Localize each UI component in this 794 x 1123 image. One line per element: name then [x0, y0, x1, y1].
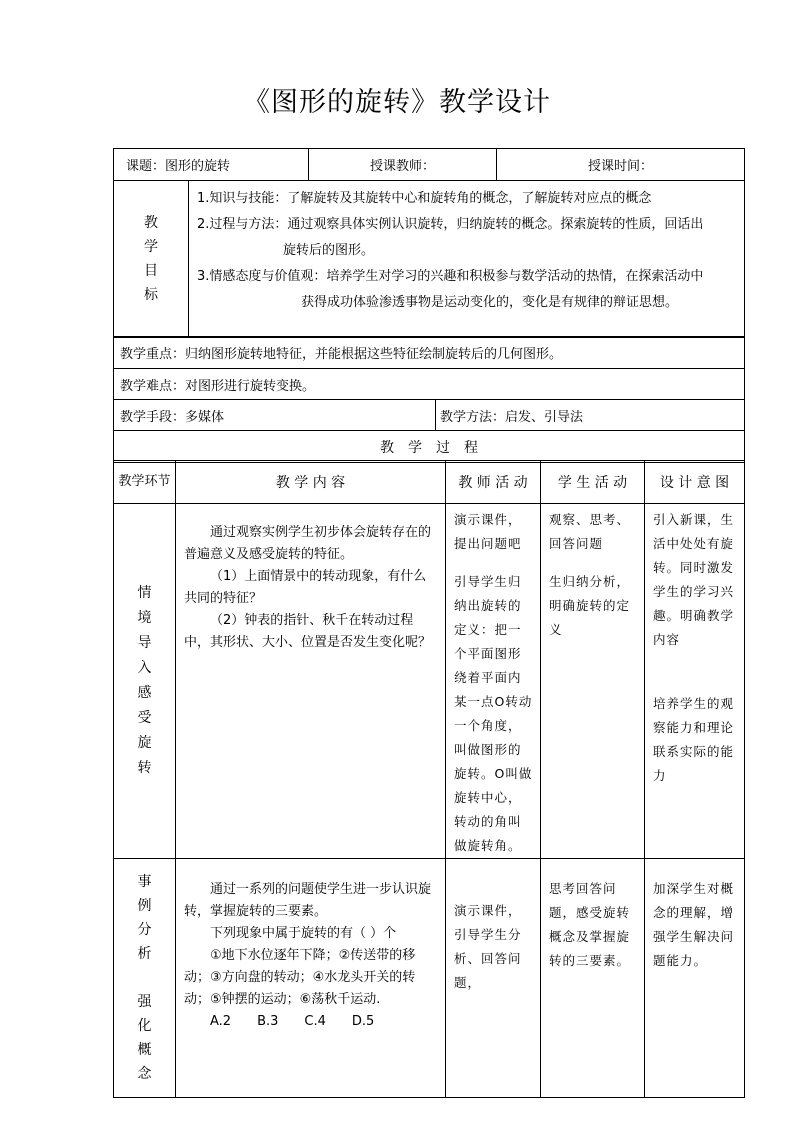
content-paragraph: 通过观察实例学生初步体会旋转存在的普遍意义及感受旋转的特征。: [184, 525, 432, 562]
difficulty-cell: [114, 369, 745, 400]
student-activity: 生归纳分析，明确旋转的定义: [549, 574, 631, 637]
header-table: [113, 148, 745, 181]
objectives-label-cell: [114, 181, 189, 338]
means-cell: [114, 400, 436, 431]
difficulty: 教学难点：对图形进行旋转变换。: [120, 378, 316, 394]
topic-cell: [114, 149, 309, 181]
intent-cell: [645, 859, 745, 1098]
stage-cell: [114, 859, 176, 1098]
teaching-method: 教学方法：启发、引导法: [440, 409, 584, 425]
teaching-means: 教学手段：多媒体: [120, 409, 225, 425]
objective-item: 3.情感态度与价值观：培养学生对学习的兴趣和积极参与数学活动的热情，在探索活动中: [197, 269, 704, 284]
answer-options: A.2 B.3 C.4 D.5: [210, 1014, 375, 1029]
content-cell: [176, 859, 446, 1098]
key-info-table: [113, 336, 745, 463]
design-intent: 培养学生的观察能力和理论联系实际的能力: [653, 696, 735, 783]
stage-label: 情 境 导 入 感 受 旋 转: [137, 585, 152, 776]
intent-cell: [645, 504, 745, 859]
objective-item: 获得成功体验渗透事物是运动变化的，变化是有规律的辩证思想。: [301, 295, 679, 310]
col-stage: 教学环节: [114, 461, 176, 504]
key-point-cell: [114, 337, 745, 369]
process-title-cell: [114, 431, 745, 463]
objective-item: 1.知识与技能：了解旋转及其旋转中心和旋转角的概念，了解旋转对应点的概念: [197, 191, 652, 206]
teacher-activity: 引导学生归纳出旋转的定义：把一个平面图形绕着平面内某一点O转动一个角度，叫做图形的旋转。O叫做旋转中心，转动的角叫做旋转角。: [454, 574, 533, 853]
content-paragraph: （1）上面情景中的转动现象，有什么共同的特征？: [184, 569, 427, 606]
content-paragraph: 通过一系列的问题使学生进一步认识旋转，掌握旋转的三要素。: [184, 882, 432, 919]
teacher-activity: 演示课件，引导学生分析、回答问题，: [454, 903, 522, 990]
col-student: 学 生 活 动: [541, 461, 645, 504]
teacher-activity-cell: [446, 859, 541, 1098]
page-title: 《图形的旋转》教学设计: [243, 87, 551, 118]
col-teacher: 教 师 活 动: [446, 461, 541, 504]
objective-item: 旋转后的图形。: [283, 243, 375, 258]
student-activity: 思考回答问题，感受旋转概念及掌握旋转的三要素。: [549, 881, 631, 968]
teacher-label: 授课教师：: [369, 159, 435, 174]
student-activity: 观察、思考、回答问题: [549, 512, 631, 551]
process-table: [113, 460, 745, 1098]
time-label: 授课时间：: [587, 159, 653, 174]
content-paragraph: 下列现象中属于旋转的有（ ）个: [210, 926, 397, 941]
objectives-table: [113, 180, 745, 338]
design-intent: 加深学生对概念的理解，增强学生解决问题能力。: [653, 881, 735, 968]
objective-item: 2.过程与方法：通过观察具体实例认识旋转，归纳旋转的概念。探索旋转的性质，回话出: [197, 217, 704, 232]
student-activity-cell: [541, 504, 645, 859]
design-intent: 引入新课，生活中处处有旋转。同时激发学生的学习兴趣。明确教学内容: [653, 512, 735, 647]
time-cell: [497, 149, 745, 181]
teacher-cell: [309, 149, 497, 181]
table-row: [114, 859, 745, 1098]
col-content: 教 学 内 容: [176, 461, 446, 504]
table-row: [114, 504, 745, 859]
col-intent: 设 计 意 图: [645, 461, 745, 504]
objectives-content: [189, 181, 745, 338]
method-cell: [436, 400, 745, 431]
teacher-activity-cell: [446, 504, 541, 859]
stage-label: 事 例 分 析 强 化 概 念: [137, 874, 152, 1082]
content-cell: [176, 504, 446, 859]
process-title: 教 学 过 程: [380, 439, 478, 456]
stage-cell: [114, 504, 176, 859]
topic-label: 课题：图形的旋转: [126, 159, 231, 174]
content-paragraph: （2）钟表的指针、秋千在转动过程中，其形状、大小、位置是否发生变化呢？: [184, 613, 432, 650]
objectives-label: 教 学 目 标: [144, 215, 158, 303]
key-point: 教学重点：归纳图形旋转地特征，并能根据这些特征绘制旋转后的几何图形。: [120, 347, 563, 362]
content-paragraph: ①地下水位逐年下降；②传送带的移动；③方向盘的转动；④水龙头开关的转动；⑤钟摆的运动；⑥荡秋千运动.: [184, 948, 416, 1007]
student-activity-cell: [541, 859, 645, 1098]
teacher-activity: 演示课件，提出问题吧: [454, 512, 522, 551]
